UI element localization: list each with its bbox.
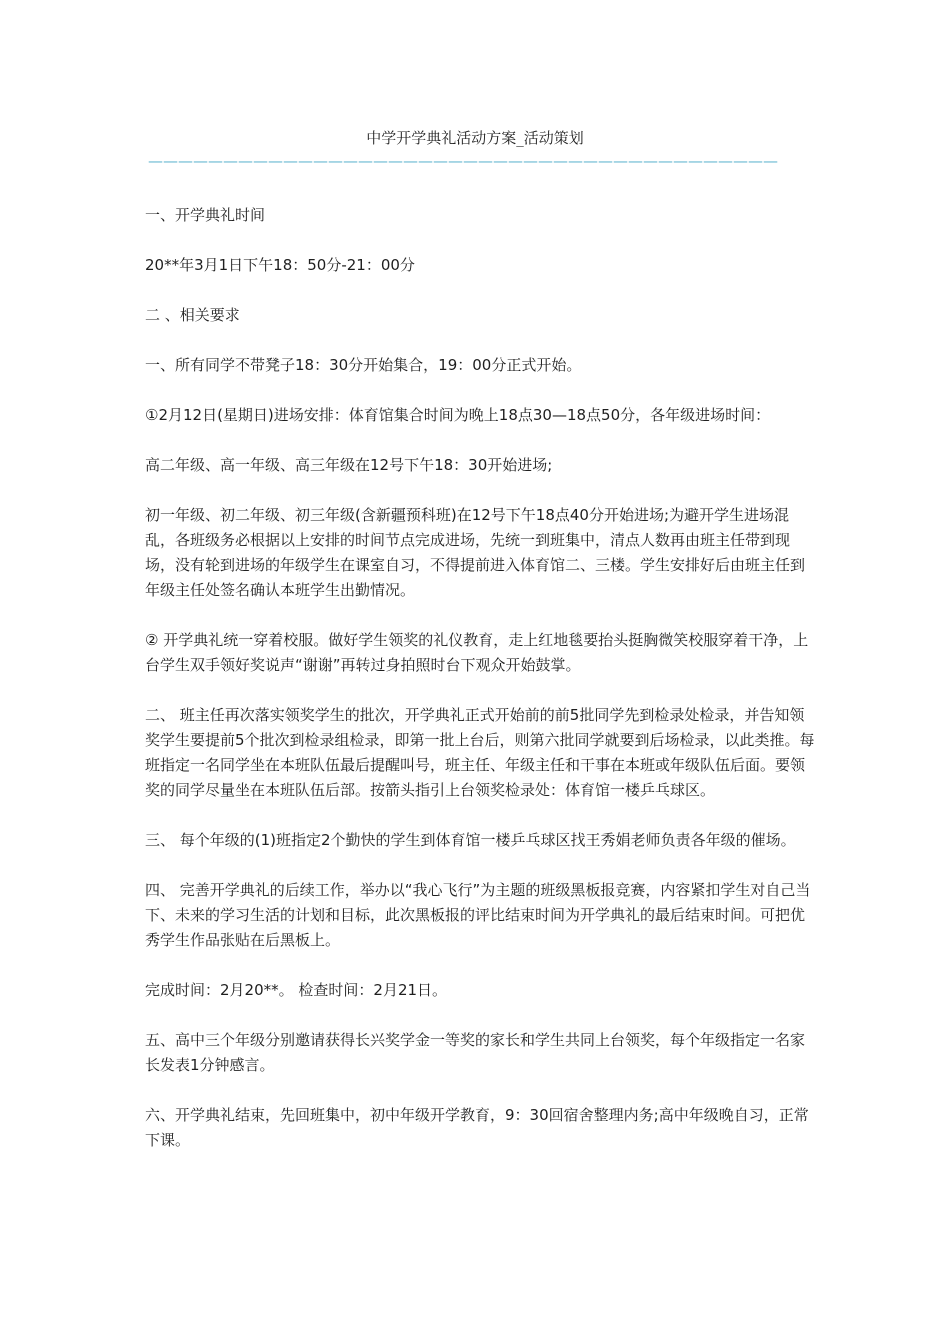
paragraph-time-value: 20**年3月1日下午18：50分-21：00分 bbox=[145, 256, 415, 274]
document-body bbox=[145, 203, 817, 1178]
paragraph-entry-schedule: ①2月12日(星期日)进场安排：体育馆集合时间为晚上18点30—18点50分，各年级进场时间： bbox=[145, 406, 771, 424]
paragraph-senior-entry: 高二年级、高一年级、高三年级在12号下午18：30开始进场; bbox=[145, 456, 553, 474]
paragraph-award-batches: 二、 班主任再次落实领奖学生的批次，开学典礼正式开始前的前5批同学先到检录处检录，并告知领奖学生要提前5个批次到检录组检录，即第一批上台后，则第六批同学就要到后场检录，以此类推。每班指定一名同学坐在本班队伍最后提醒叫号，班主任、年级主任和干事在本班或年级队伍后面。要领奖的同学尽量坐在本班队伍后部。按箭头指引上台领奖检录处：体育馆一楼乒乓球区。 bbox=[145, 706, 815, 799]
paragraph-deadlines: 完成时间：2月20**。 检查时间：2月21日。 bbox=[145, 981, 448, 999]
document-title: 中学开学典礼活动方案_活动策划 bbox=[366, 129, 584, 147]
paragraph-blackboard: 四、 完善开学典礼的后续工作，举办以“我心飞行”为主题的班级黑板报竞赛，内容紧扣学生对自己当下、未来的学习生活的计划和目标，此次黑板报的评比结束时间为开学典礼的最后结束时间。可把优秀学生作品张贴在后黑板上。 bbox=[145, 881, 811, 949]
paragraph-heading-time: 一、开学典礼时间 bbox=[145, 206, 266, 224]
paragraph-class-one: 三、 每个年级的(1)班指定2个勤快的学生到体育馆一楼乒乓球区找王秀娟老师负责各年级的催场。 bbox=[145, 831, 796, 849]
paragraph-parents: 五、高中三个年级分别邀请获得长兴奖学金一等奖的家长和学生共同上台领奖，每个年级指定一名家长发表1分钟感言。 bbox=[145, 1031, 806, 1074]
paragraph-assembly: 一、所有同学不带凳子18：30分开始集合，19：00分正式开始。 bbox=[145, 356, 582, 374]
title-separator: —————————————————————————————————————————— bbox=[148, 152, 778, 170]
paragraph-after-ceremony: 六、开学典礼结束，先回班集中，初中年级开学教育，9：30回宿舍整理内务;高中年级晚自习，正常下课。 bbox=[145, 1106, 809, 1149]
paragraph-junior-entry: 初一年级、初二年级、初三年级(含新疆预科班)在12号下午18点40分开始进场;为避开学生进场混乱，各班级务必根据以上安排的时间节点完成进场，先统一到班集中，清点人数再由班主任带到现场，没有轮到进场的年级学生在课室自习，不得提前进入体育馆二、三楼。学生安排好后由班主任到年级主任处签名确认本班学生出勤情况。 bbox=[145, 506, 806, 599]
paragraph-heading-requirements: 二 、相关要求 bbox=[145, 306, 240, 324]
paragraph-uniform: ② 开学典礼统一穿着校服。做好学生领奖的礼仪教育，走上红地毯要抬头挺胸微笑校服穿着干净，上台学生双手领好奖说声“谢谢”再转过身拍照时台下观众开始鼓掌。 bbox=[145, 631, 809, 674]
